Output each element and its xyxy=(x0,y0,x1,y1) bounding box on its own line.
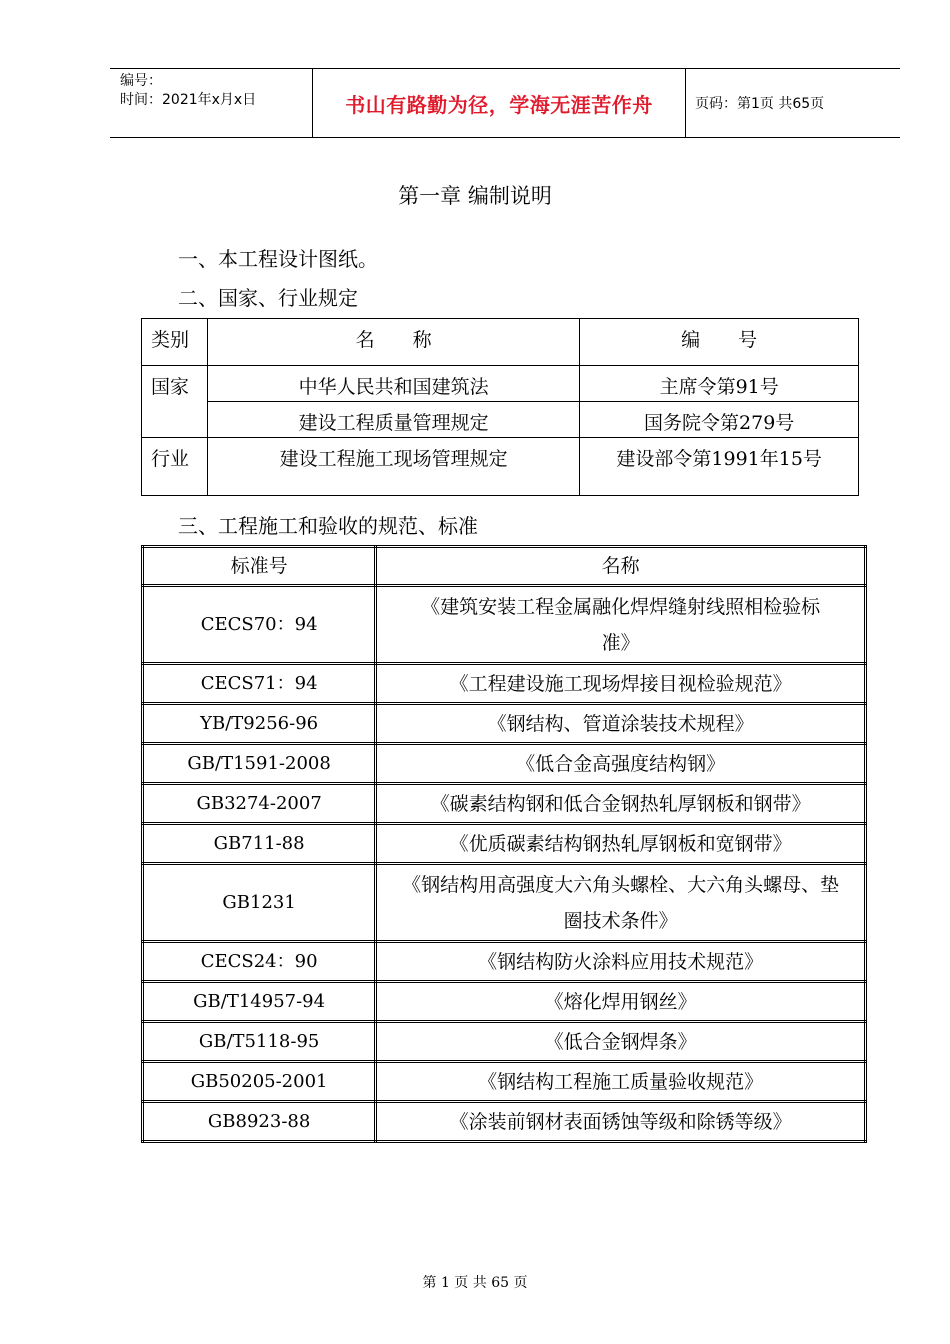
standard-name-text: 《钢结构用高强度大六角头螺栓、大六角头螺母、垫圈技术条件》 xyxy=(402,873,840,932)
table-header-row xyxy=(143,547,866,586)
standard-name-cell: 《涂装前钢材表面锈蚀等级和除锈等级》 xyxy=(376,1102,866,1142)
table-row xyxy=(143,664,866,704)
standard-code-cell: GB3274-2007 xyxy=(143,784,376,824)
column-header-standard-name: 名称 xyxy=(376,547,866,586)
name-cell: 中华人民共和国建筑法 xyxy=(207,366,579,402)
header-page-info: 页码：第1页 共65页 xyxy=(695,96,825,112)
column-header-standard-code: 标准号 xyxy=(143,547,376,586)
page-footer: 第 1 页 共 65 页 xyxy=(422,1275,528,1291)
table-row xyxy=(143,864,866,942)
standard-code-cell: GB/T5118-95 xyxy=(143,1022,376,1062)
standard-name-cell: 《低合金高强度结构钢》 xyxy=(376,744,866,784)
category-cell: 国家 xyxy=(142,366,208,438)
standard-name-cell: 《优质碳素结构钢热轧厚钢板和宽钢带》 xyxy=(376,824,866,864)
regulations-table xyxy=(141,318,859,496)
standard-name-text: 《建筑安装工程金属融化焊焊缝射线照相检验标准》 xyxy=(421,595,821,654)
standard-code-cell: GB711-88 xyxy=(143,824,376,864)
column-header-name: 名 称 xyxy=(207,319,579,366)
standard-code-cell: GB1231 xyxy=(143,864,376,942)
table-row xyxy=(143,784,866,824)
standard-code-cell: CECS71：94 xyxy=(143,664,376,704)
table-header-row xyxy=(142,319,859,366)
standard-code-cell: GB/T14957-94 xyxy=(143,982,376,1022)
name-cell: 建设工程施工现场管理规定 xyxy=(207,438,579,496)
table-row xyxy=(143,586,866,664)
standard-name-cell: 《工程建设施工现场焊接目视检验规范》 xyxy=(376,664,866,704)
page-header xyxy=(110,68,900,138)
standard-code-cell: YB/T9256-96 xyxy=(143,704,376,744)
standard-name-cell xyxy=(376,864,866,942)
section-heading-3: 三、工程施工和验收的规范、标准 xyxy=(178,514,478,538)
table-row xyxy=(142,366,859,402)
table-row xyxy=(143,1062,866,1102)
number-cell: 主席令第91号 xyxy=(580,366,859,402)
section-heading-1: 一、本工程设计图纸。 xyxy=(178,247,378,271)
table-row xyxy=(143,1102,866,1142)
column-header-category: 类别 xyxy=(142,319,208,366)
table-row xyxy=(143,744,866,784)
standard-name-cell xyxy=(376,586,866,664)
standard-code-cell: CECS70：94 xyxy=(143,586,376,664)
chapter-title: 第一章 编制说明 xyxy=(398,184,552,208)
standard-code-cell: GB8923-88 xyxy=(143,1102,376,1142)
table-row xyxy=(142,402,859,438)
standard-code-cell: GB/T1591-2008 xyxy=(143,744,376,784)
section-heading-2: 二、国家、行业规定 xyxy=(178,286,358,310)
header-number: 编号： xyxy=(120,73,162,89)
number-cell: 建设部令第1991年15号 xyxy=(580,438,859,496)
standard-name-cell: 《钢结构工程施工质量验收规范》 xyxy=(376,1062,866,1102)
number-cell: 国务院令第279号 xyxy=(580,402,859,438)
category-cell: 行业 xyxy=(142,438,208,496)
standard-name-cell: 《钢结构防火涂料应用技术规范》 xyxy=(376,942,866,982)
standard-code-cell: GB50205-2001 xyxy=(143,1062,376,1102)
standards-table xyxy=(141,545,867,1143)
table-row xyxy=(143,942,866,982)
header-motto: 书山有路勤为径，学海无涯苦作舟 xyxy=(312,69,686,137)
table-row xyxy=(143,982,866,1022)
standard-code-cell: CECS24：90 xyxy=(143,942,376,982)
standard-name-cell: 《钢结构、管道涂装技术规程》 xyxy=(376,704,866,744)
name-cell: 建设工程质量管理规定 xyxy=(207,402,579,438)
table-row xyxy=(143,704,866,744)
table-row xyxy=(143,1022,866,1062)
column-header-number: 编 号 xyxy=(580,319,859,366)
standard-name-cell: 《低合金钢焊条》 xyxy=(376,1022,866,1062)
table-row xyxy=(142,438,859,496)
standard-name-cell: 《熔化焊用钢丝》 xyxy=(376,982,866,1022)
table-row xyxy=(143,824,866,864)
standard-name-cell: 《碳素结构钢和低合金钢热轧厚钢板和钢带》 xyxy=(376,784,866,824)
header-meta xyxy=(120,72,256,110)
header-date: 时间：2021年x月x日 xyxy=(120,92,257,108)
